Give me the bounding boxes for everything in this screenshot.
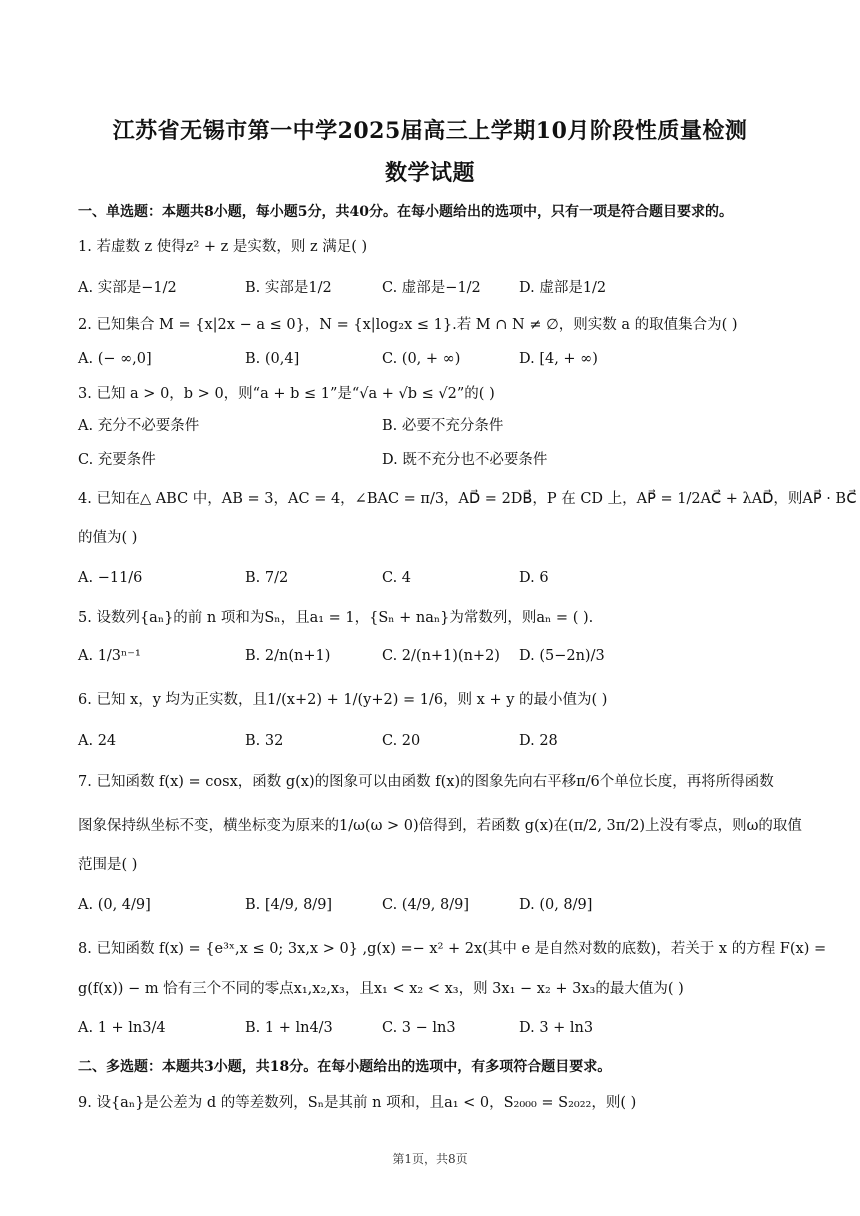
page-footer: 第1页，共8页 <box>392 1152 468 1166</box>
question-7-stem-cont: 图象保持纵坐标不变，横坐标变为原来的1/ω(ω > 0)倍得到，若函数 g(x)在(π/2, 3π/2)上没有零点，则ω的取值 <box>78 818 802 834</box>
question-7-option-a: A. (0, 4/9] <box>78 897 151 913</box>
question-3-option-a: A. 充分不必要条件 <box>78 418 200 434</box>
question-1-option-d: D. 虚部是1/2 <box>519 280 607 296</box>
question-1-stem: 1. 若虚数 z 使得z² + z 是实数，则 z 满足( ) <box>78 239 368 255</box>
question-6-option-c: C. 20 <box>382 733 421 749</box>
question-8-option-b: B. 1 + ln4/3 <box>245 1020 333 1036</box>
question-7-option-c: C. (4/9, 8/9] <box>382 897 469 913</box>
question-1-option-b: B. 实部是1/2 <box>245 280 332 296</box>
question-2-option-a: A. (− ∞,0] <box>78 351 152 367</box>
question-4-stem-cont: 的值为( ) <box>78 530 138 546</box>
question-8-stem-cont: g(f(x)) − m 恰有三个不同的零点x₁,x₂,x₃，且x₁ < x₂ < x₃，则 3x₁ − x₂ + 3x₃的最大值为( ) <box>78 981 684 997</box>
question-4-option-d: D. 6 <box>519 570 549 586</box>
question-2-option-b: B. (0,4] <box>245 351 300 367</box>
question-7-option-d: D. (0, 8/9] <box>519 897 593 913</box>
question-8-option-c: C. 3 − ln3 <box>382 1020 456 1036</box>
question-2-stem: 2. 已知集合 M = {x|2x − a ≤ 0}，N = {x|log₂x ≤ 1}.若 M ∩ N ≠ ∅，则实数 a 的取值集合为( ) <box>78 317 738 333</box>
question-5-option-d: D. (5−2n)/3 <box>519 648 605 664</box>
question-3-option-c: C. 充要条件 <box>78 452 156 468</box>
question-3-stem: 3. 已知 a > 0，b > 0，则“a + b ≤ 1”是“√a + √b ≤ √2”的( ) <box>78 386 495 402</box>
question-3-option-b: B. 必要不充分条件 <box>382 418 504 434</box>
question-8-option-d: D. 3 + ln3 <box>519 1020 594 1036</box>
question-4-option-b: B. 7/2 <box>245 570 289 586</box>
question-8-stem: 8. 已知函数 f(x) = {e³ˣ,x ≤ 0; 3x,x > 0} ,g(x) =− x² + 2x(其中 e 是自然对数的底数)，若关于 x 的方程 F(x) = <box>78 941 827 957</box>
question-9-stem: 9. 设{aₙ}是公差为 d 的等差数列，Sₙ是其前 n 项和，且a₁ < 0，S₂₀₀₀ = S₂₀₂₂，则( ) <box>78 1095 637 1111</box>
question-8-option-a: A. 1 + ln3/4 <box>78 1020 166 1036</box>
question-4-option-c: C. 4 <box>382 570 412 586</box>
question-7-stem: 7. 已知函数 f(x) = cosx，函数 g(x)的图象可以由函数 f(x)的图象先向右平移π/6个单位长度，再将所得函数 <box>78 774 774 790</box>
question-2-option-c: C. (0, + ∞) <box>382 351 461 367</box>
question-3-option-d: D. 既不充分也不必要条件 <box>382 452 548 468</box>
page-subtitle: 数学试题 <box>384 160 475 186</box>
question-4-stem: 4. 已知在△ ABC 中，AB = 3，AC = 4，∠BAC = π/3，AD⃗ = 2DB⃗，P 在 CD 上，AP⃗ = 1/2AC⃗ + λAD⃗，则AP⃗ · BC⃗ <box>78 491 857 507</box>
question-4-option-a: A. −11/6 <box>78 570 143 586</box>
question-5-stem: 5. 设数列{aₙ}的前 n 项和为Sₙ，且a₁ = 1，{Sₙ + naₙ}为常数列，则aₙ = ( ). <box>78 610 594 626</box>
question-5-option-b: B. 2/n(n+1) <box>245 648 331 664</box>
question-6-option-d: D. 28 <box>519 733 558 749</box>
question-7-stem-cont2: 范围是( ) <box>78 857 138 873</box>
question-1-option-a: A. 实部是−1/2 <box>78 280 177 296</box>
question-7-option-b: B. [4/9, 8/9] <box>245 897 333 913</box>
question-2-option-d: D. [4, + ∞) <box>519 351 598 367</box>
section-heading-single-choice: 一、单选题：本题共8小题，每小题5分，共40分。在每小题给出的选项中，只有一项是符合题目要求的。 <box>78 204 733 220</box>
question-5-option-a: A. 1/3ⁿ⁻¹ <box>78 648 141 664</box>
question-6-option-b: B. 32 <box>245 733 284 749</box>
page-title: 江苏省无锡市第一中学2025届高三上学期10月阶段性质量检测 <box>112 118 748 144</box>
question-6-stem: 6. 已知 x，y 均为正实数，且1/(x+2) + 1/(y+2) = 1/6，则 x + y 的最小值为( ) <box>78 692 608 708</box>
section-heading-multi-choice: 二、多选题：本题共3小题，共18分。在每小题给出的选项中，有多项符合题目要求。 <box>78 1059 612 1075</box>
question-5-option-c: C. 2/(n+1)(n+2) <box>382 648 500 664</box>
question-1-option-c: C. 虚部是−1/2 <box>382 280 481 296</box>
question-6-option-a: A. 24 <box>78 733 117 749</box>
